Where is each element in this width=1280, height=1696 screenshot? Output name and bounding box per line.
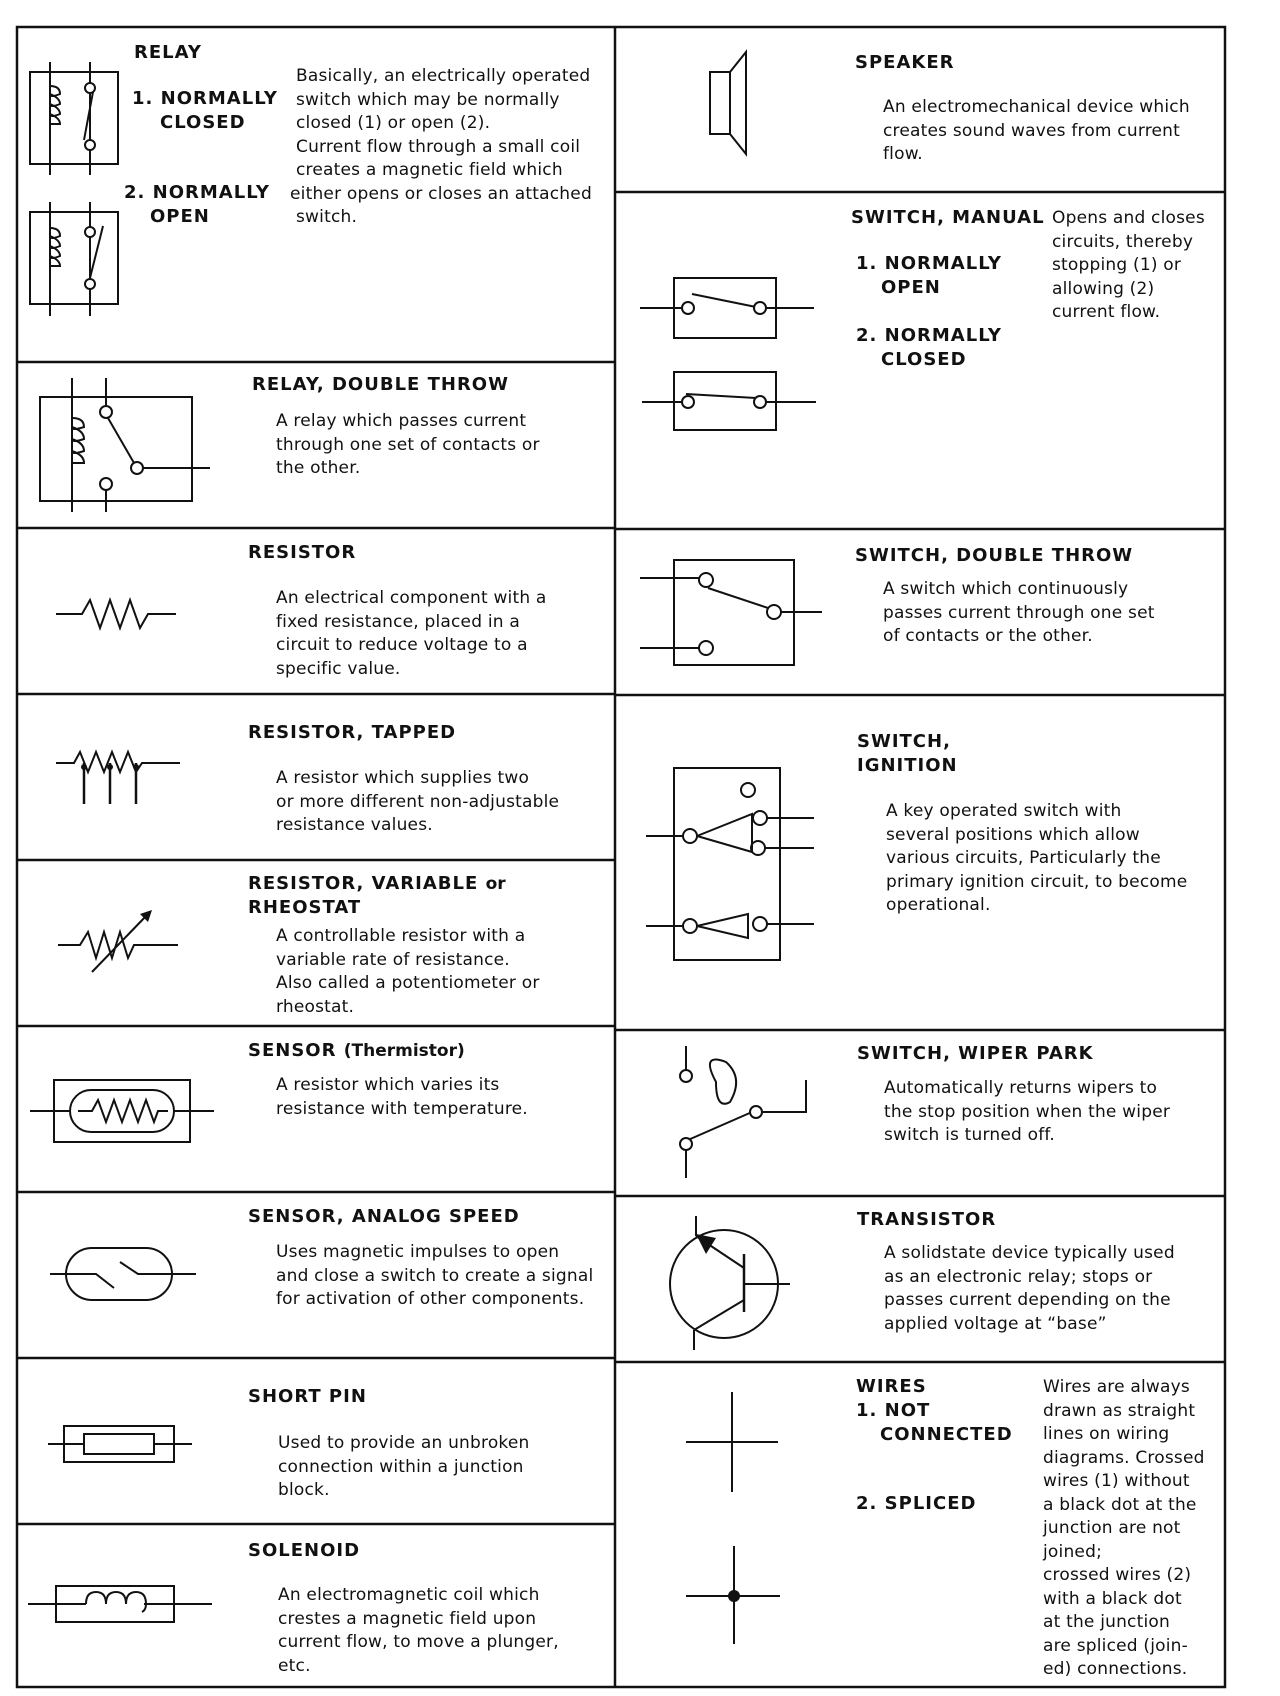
desc-line: at the junction [1043, 1612, 1170, 1632]
desc-line: through one set of contacts or [276, 434, 540, 455]
resistor-variable-title-or: or [485, 874, 506, 894]
relay-item-1-line2: CLOSED [160, 112, 246, 133]
desc-line: several positions which allow [886, 824, 1140, 845]
desc-line: closed (1) or open (2). [296, 113, 491, 133]
desc-line: are spliced (join- [1043, 1635, 1188, 1656]
wires-description [1043, 1376, 1205, 1682]
resistor-variable-title-text: RESISTOR, VARIABLE [248, 873, 479, 894]
switch-wiper-park-title: SWITCH, WIPER PARK [857, 1043, 1094, 1064]
switch-manual-item-1-line2: OPEN [881, 277, 941, 298]
desc-line: Uses magnetic impulses to open [276, 1242, 560, 1262]
desc-line: switch is turned off. [884, 1125, 1055, 1145]
desc-line: switch which may be normally [296, 89, 560, 110]
desc-line: rheostat. [276, 996, 355, 1017]
relay-item-1-num: 1. [132, 88, 154, 109]
desc-line: of contacts or the other. [883, 626, 1093, 646]
wires-item-1-line2: CONNECTED [880, 1424, 1013, 1445]
desc-line: flow. [883, 144, 923, 164]
desc-line: drawn as straight [1043, 1400, 1196, 1421]
sensor-thermistor-title-text: SENSOR [248, 1040, 337, 1061]
desc-line: A resistor which supplies two [276, 768, 530, 788]
desc-line: etc. [278, 1655, 311, 1676]
transistor-title: TRANSISTOR [857, 1209, 997, 1230]
desc-line: applied voltage at “base” [884, 1313, 1107, 1334]
speaker-title: SPEAKER [855, 52, 955, 73]
desc-line: diagrams. Crossed [1043, 1447, 1205, 1468]
switch-manual-title: SWITCH, MANUAL [851, 207, 1045, 228]
short-pin-title: SHORT PIN [248, 1386, 367, 1407]
resistor-variable-title2: RHEOSTAT [248, 897, 362, 918]
solenoid-title: SOLENOID [248, 1540, 361, 1561]
desc-line: lines on wiring [1043, 1424, 1170, 1444]
switch-double-throw-title: SWITCH, DOUBLE THROW [855, 545, 1134, 566]
desc-line: resistance values. [276, 815, 433, 835]
desc-line: Opens and closes [1052, 208, 1205, 228]
wires-item-1-num: 1. [856, 1400, 878, 1421]
desc-line: Wires are always [1043, 1377, 1190, 1397]
wires-item-2-num: 2. [856, 1493, 878, 1514]
desc-line: resistance with temperature. [276, 1098, 528, 1119]
wires-item-2-line1: SPLICED [884, 1493, 977, 1514]
relay-item-2-num: 2. [124, 182, 146, 203]
desc-line: An electrical component with a [276, 588, 547, 608]
desc-line: ed) connections. [1043, 1659, 1188, 1679]
desc-line: A key operated switch with [886, 801, 1122, 821]
switch-manual-item-1-line1: NORMALLY [884, 253, 1002, 274]
desc-line: Automatically returns wipers to [884, 1078, 1158, 1098]
desc-line: variable rate of resistance. [276, 949, 510, 970]
wires-item-1 [856, 1399, 1013, 1447]
desc-line: as an electronic relay; stops or [884, 1266, 1153, 1287]
desc-line: A relay which passes current [276, 411, 527, 431]
resistor-title: RESISTOR [248, 542, 357, 563]
wires-item-2 [856, 1492, 976, 1516]
desc-line: connection within a junction [278, 1456, 524, 1477]
desc-line: junction are not [1043, 1518, 1181, 1538]
desc-line: the stop position when the wiper [884, 1101, 1171, 1122]
desc-line: An electromechanical device which [883, 97, 1190, 117]
desc-line: block. [278, 1480, 330, 1500]
resistor-tapped-title: RESISTOR, TAPPED [248, 722, 457, 743]
desc-line: An electromagnetic coil which [278, 1585, 540, 1605]
desc-line: fixed resistance, placed in a [276, 611, 520, 632]
relay-double-throw-title: RELAY, DOUBLE THROW [252, 374, 509, 395]
desc-line: passes current depending on the [884, 1290, 1171, 1310]
desc-line: Current flow through a small coil [296, 136, 581, 157]
desc-line: wires (1) without [1043, 1471, 1190, 1491]
desc-line: A switch which continuously [883, 579, 1129, 599]
desc-line: switch. [296, 207, 358, 227]
desc-line: creates a magnetic field which [296, 160, 563, 180]
sensor-analog-speed-title: SENSOR, ANALOG SPEED [248, 1206, 520, 1227]
wires-item-1-line1: NOT [884, 1400, 931, 1421]
desc-line: and close a switch to create a signal [276, 1265, 594, 1286]
switch-manual-item-2-num: 2. [856, 325, 878, 346]
desc-line: creates sound waves from current [883, 120, 1181, 141]
desc-line: Also called a potentiometer or [276, 973, 540, 993]
desc-line: stopping (1) or [1052, 255, 1182, 275]
switch-ignition-title-text: SWITCH, [857, 731, 951, 752]
desc-line: A solidstate device typically used [884, 1243, 1175, 1263]
desc-line: or more different non-adjustable [276, 791, 560, 812]
desc-line: current flow. [1052, 302, 1161, 322]
relay-title: RELAY [134, 42, 202, 63]
wires-title: WIRES [856, 1376, 927, 1397]
desc-line: Used to provide an unbroken [278, 1433, 530, 1453]
desc-line: passes current through one set [883, 602, 1155, 623]
relay-item-2-line2: OPEN [150, 206, 210, 227]
desc-line: either opens or closes an attached [290, 183, 592, 204]
switch-manual-item-2-line1: NORMALLY [884, 325, 1002, 346]
desc-line: primary ignition circuit, to become [886, 871, 1188, 892]
desc-line: crossed wires (2) [1043, 1565, 1192, 1585]
desc-line: for activation of other components. [276, 1289, 585, 1309]
desc-line: specific value. [276, 658, 401, 679]
desc-line: allowing (2) [1052, 278, 1155, 299]
switch-ignition-title2: IGNITION [857, 755, 958, 776]
desc-line: crestes a magnetic field upon [278, 1608, 537, 1629]
desc-line: A controllable resistor with a [276, 926, 526, 946]
desc-line: circuit to reduce voltage to a [276, 635, 528, 655]
desc-line: Basically, an electrically operated [296, 66, 591, 86]
desc-line: with a black dot [1043, 1588, 1182, 1609]
desc-line: circuits, thereby [1052, 231, 1194, 252]
desc-line: various circuits, Particularly the [886, 848, 1161, 868]
desc-line: the other. [276, 458, 361, 478]
desc-line: A resistor which varies its [276, 1075, 500, 1095]
desc-line: current flow, to move a plunger, [278, 1632, 559, 1652]
relay-item-1-line1: NORMALLY [160, 88, 278, 109]
desc-line: joined; [1043, 1541, 1102, 1562]
relay-item-2-line1: NORMALLY [152, 182, 270, 203]
switch-manual-item-1-num: 1. [856, 253, 878, 274]
sensor-thermistor-title-paren: (Thermistor) [343, 1041, 465, 1061]
desc-line: operational. [886, 895, 991, 915]
switch-manual-item-2-line2: CLOSED [881, 349, 967, 370]
desc-line: a black dot at the [1043, 1494, 1197, 1515]
